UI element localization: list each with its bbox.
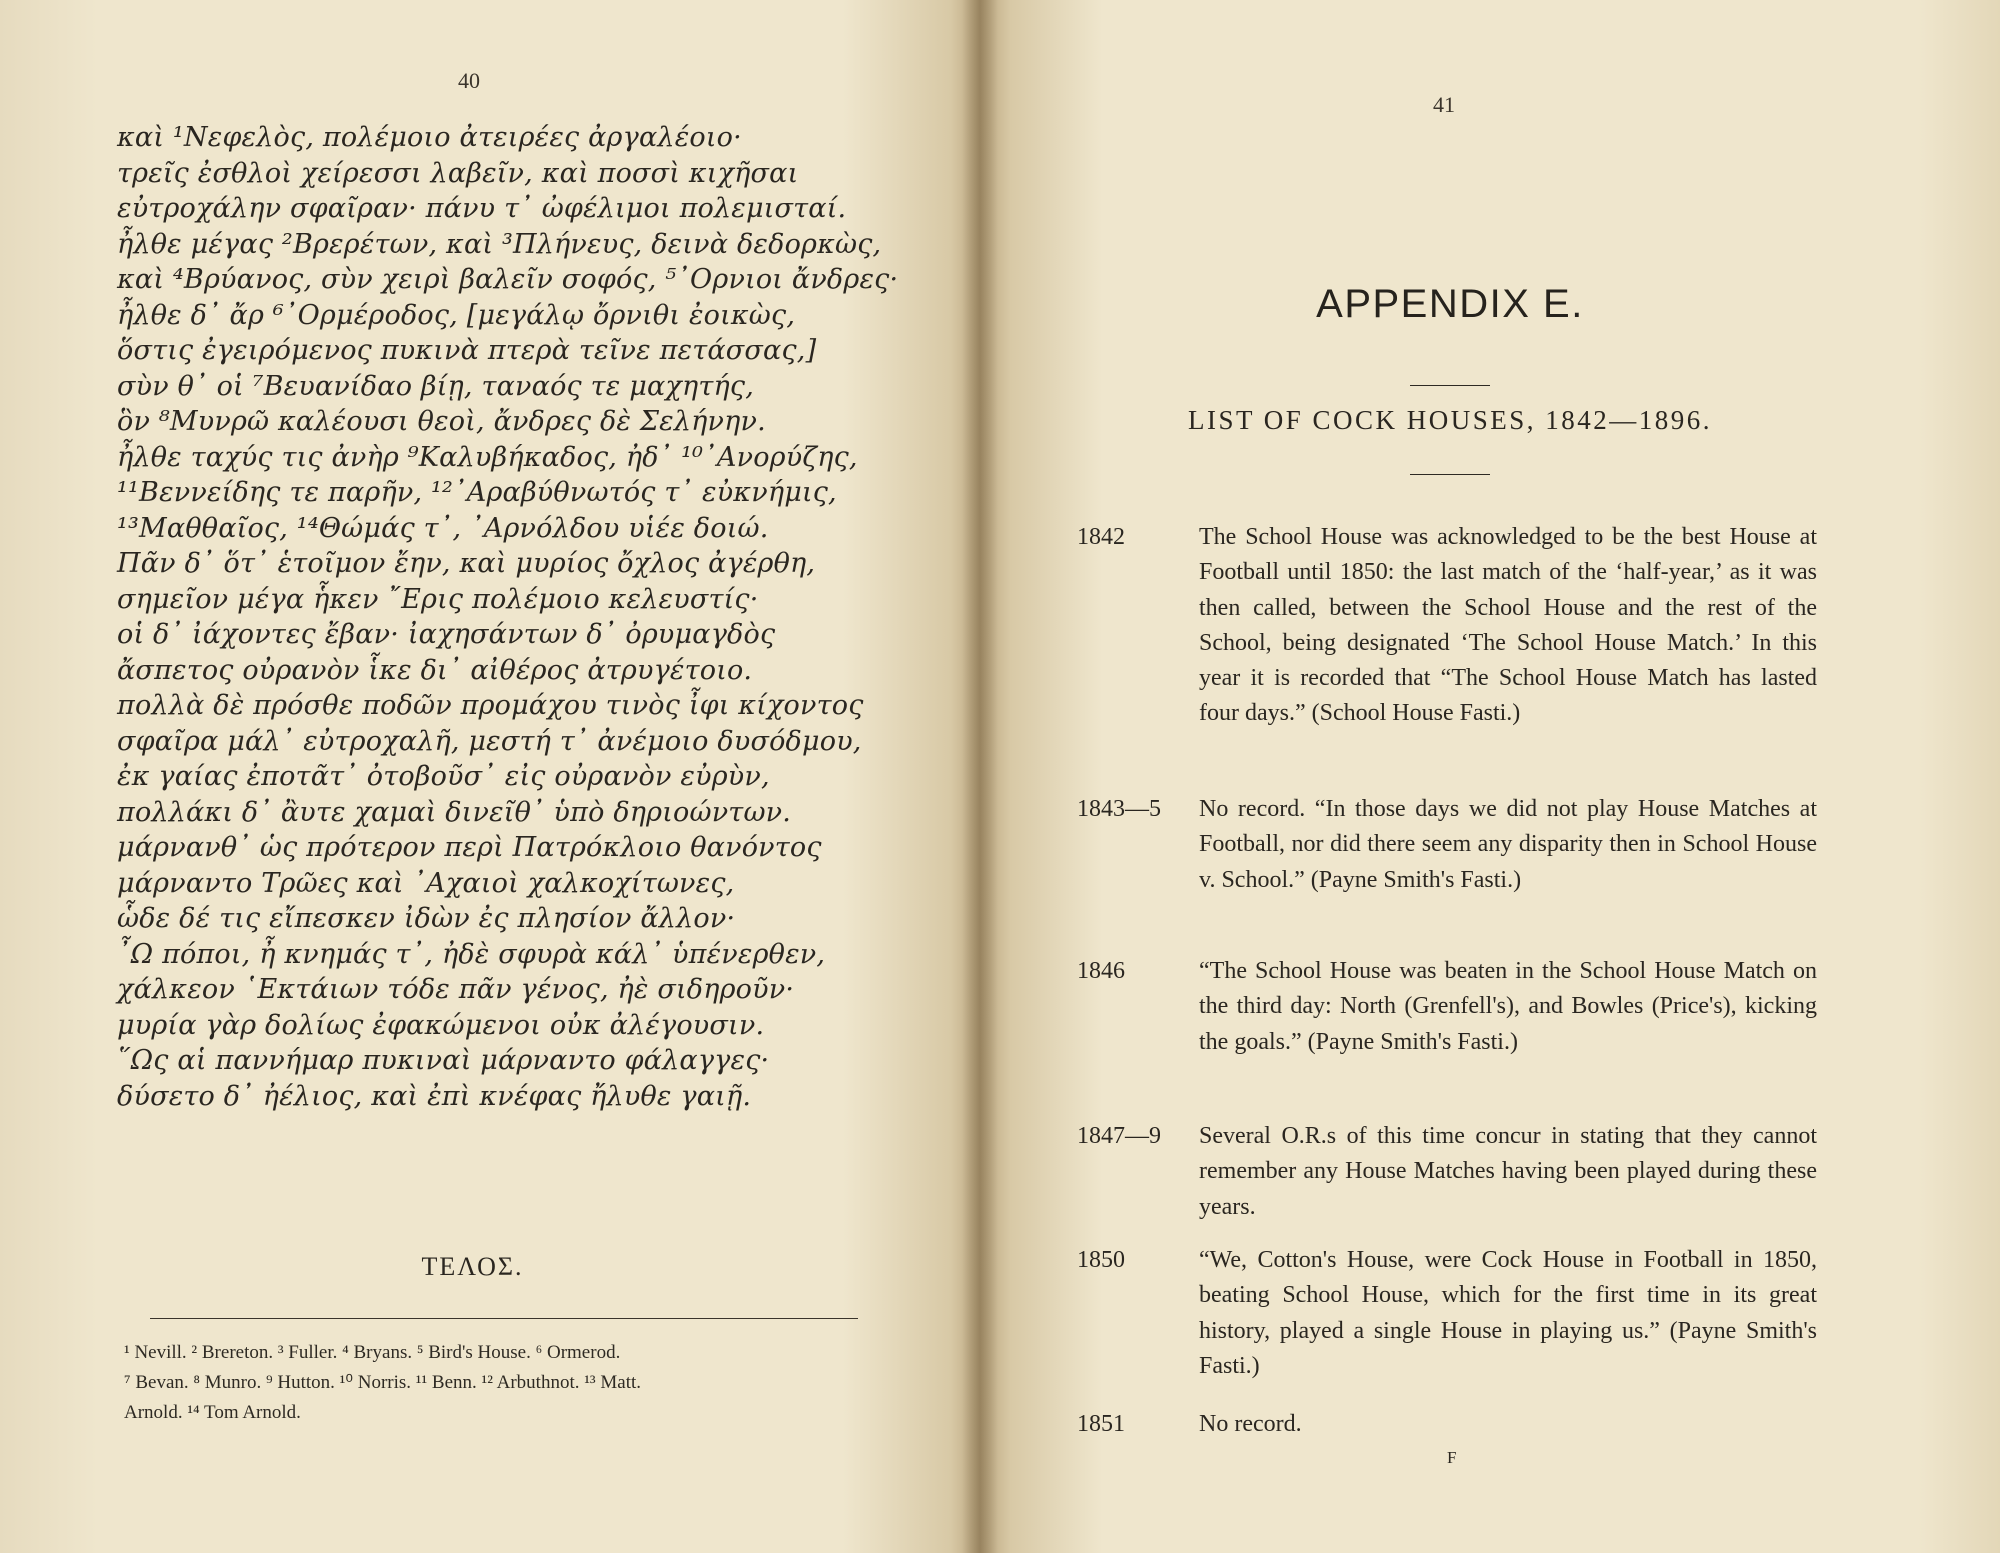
greek-verse (117, 120, 917, 1114)
list-subtitle: LIST OF COCK HOUSES, 1842—1896. (1187, 405, 1713, 435)
verse-line: σὺν θ᾽ οἱ ⁷Βευανίδαο βίῃ, ταναός τε μαχητής, (117, 370, 754, 402)
verse-line: δύσετο δ᾽ ἠέλιος, καὶ ἐπὶ κνέφας ἤλυθε γαιῇ. (117, 1080, 752, 1112)
entry-text: “We, Cotton's House, were Cock House in Football in 1850, beating School House, which for the first time in its great history, played a single House in playing us.” (Payne Smith's Fasti.) (1199, 1247, 1817, 1379)
verse-line: οἱ δ᾽ ἰάχοντες ἔβαν· ἰαχησάντων δ᾽ ὀρυμαγδὸς (117, 619, 776, 650)
entry-text: The School House was acknowledged to be the best House at Football until 1850: the last match of the ‘half-year,’ as it was then called, between the School House and the rest of the School, being designated ‘The School House Match.’ In this year it is recorded that “The School House Match has lasted four days.” (School House Fasti.) (1199, 524, 1817, 727)
verse-line: σημεῖον μέγα ἧκεν ῎Ερις πολέμοιο κελευστίς· (117, 583, 759, 615)
verse-line: ἐκ γαίας ἐποτᾶτ᾽ ὀτοβοῦσ᾽ εἰς οὐρανὸν εὐρὺν, (117, 761, 770, 792)
entry-year: 1851 (1077, 1411, 1125, 1437)
verse-line: καὶ ⁴Βρύανος, σὺν χειρὶ βαλεῖν σοφός, ⁵᾽Ορνιοι ἄνδρες· (117, 264, 899, 295)
entry-year: 1846 (1077, 958, 1125, 984)
entry-text: “The School House was beaten in the School House Match on the third day: North (Grenfell's), and Bowles (Price's), kicking the goals.” (Payne Smith's Fasti.) (1199, 958, 1817, 1055)
verse-line: μυρία γὰρ δολίως ἐφακώμενοι οὐκ ἀλέγουσιν. (117, 1009, 765, 1041)
footnotes (124, 1338, 864, 1428)
verse-line: ἦλθε μέγας ²Βρερέτων, καὶ ³Πλήνευς, δεινὰ δεδορκὼς, (117, 228, 882, 260)
verse-line: ἦλθε δ᾽ ἄρ ⁶᾽Ορμέροδος, [μεγάλῳ ὄρνιθι ἐοικὼς, (117, 299, 796, 331)
book-gutter (962, 0, 998, 1553)
entry-year: 1843—5 (1077, 796, 1161, 822)
left-page (0, 0, 980, 1553)
entry-year: 1850 (1077, 1247, 1125, 1273)
verse-line: ῏Ω πόποι, ἦ κνημάς τ᾽, ἠδὲ σφυρὰ κάλ᾽ ὑπένερθεν, (117, 938, 826, 970)
verse-line: ¹³Μαθθαῖος, ¹⁴Θώμάς τ᾽, ᾽Αρνόλδου υἱέε δοιώ. (117, 512, 769, 544)
verse-line: ¹¹Βεννείδης τε παρῆν, ¹²᾽Αραβύθνωτός τ᾽ εὐκνήμις, (117, 477, 837, 508)
footnote-line: ⁷ Bevan. ⁸ Munro. ⁹ Hutton. ¹⁰ Norris. ¹¹ Benn. ¹² Arbuthnot. ¹³ Matt. (124, 1372, 641, 1393)
verse-line: καὶ ¹Νεφελὸς, πολέμοιο ἀτειρέες ἀργαλέοιο· (117, 122, 742, 153)
ending-word: ΤΕΛΟΣ. (421, 1252, 524, 1281)
verse-line: ὅστις ἐγειρόμενος πυκινὰ πτερὰ τεῖνε πετάσσας,] (117, 335, 817, 366)
verse-line: εὐτροχάλην σφαῖραν· πάνυ τ᾽ ὠφέλιμοι πολεμισταί. (117, 193, 847, 224)
title-rule-bottom (1410, 474, 1490, 475)
appendix-title: APPENDIX E. (1316, 282, 1584, 326)
page-number-left: 40 (458, 68, 480, 93)
verse-line: μάρνανθ᾽ ὡς πρότερον περὶ Πατρόκλοιο θανόντος (117, 832, 822, 863)
verse-line: ὃν ⁸Μυνρῶ καλέουσι θεοὶ, ἄνδρες δὲ Σελήνην. (117, 406, 766, 437)
footnote-line: ¹ Nevill. ² Brereton. ³ Fuller. ⁴ Bryans. ⁵ Bird's House. ⁶ Ormerod. (124, 1342, 621, 1363)
footnote-divider (150, 1318, 858, 1319)
footnote-line: Arnold. ¹⁴ Tom Arnold. (124, 1402, 301, 1423)
verse-line: τρεῖς ἐσθλοὶ χείρεσσι λαβεῖν, καὶ ποσσὶ κιχῆσαι (117, 157, 799, 189)
verse-line: μάρναντο Τρῶες καὶ ᾽Αχαιοὶ χαλκοχίτωνες, (117, 867, 735, 899)
verse-line: πολλὰ δὲ πρόσθε ποδῶν προμάχου τινὸς ἶφι κίχοντος (117, 690, 864, 721)
verse-line: ῞Ως αἱ παννήμαρ πυκιναὶ μάρναντο φάλαγγες· (117, 1045, 770, 1076)
verse-line: σφαῖρα μάλ᾽ εὐτροχαλῆ, μεστή τ᾽ ἀνέμοιο δυσόδμου, (117, 725, 862, 757)
verse-line: ἦλθε ταχύς τις ἀνὴρ ⁹Καλυβήκαδος, ἠδ᾽ ¹⁰᾽Ανορύζης, (117, 441, 858, 473)
entry-text: No record. (1199, 1411, 1302, 1437)
verse-line: πολλάκι δ᾽ ἂυτε χαμαὶ δινεῖθ᾽ ὑπὸ δηριοώντων. (117, 796, 792, 828)
verse-line: ὧδε δέ τις εἴπεσκεν ἰδὼν ἐς πλησίον ἄλλον· (117, 903, 736, 934)
verse-line: ἄσπετος οὐρανὸν ἷκε δι᾽ αἰθέρος ἀτρυγέτοιο. (117, 654, 753, 686)
entry-year: 1847—9 (1077, 1123, 1161, 1149)
title-rule-top (1410, 385, 1490, 386)
entry-text: No record. “In those days we did not play House Matches at Football, nor did there seem any disparity then in School House v. School.” (Payne Smith's Fasti.) (1199, 796, 1817, 893)
verse-line: Πᾶν δ᾽ ὅτ᾽ ἑτοῖμον ἔην, καὶ μυρίος ὄχλος ἀγέρθη, (117, 548, 816, 579)
entry-text: Several O.R.s of this time concur in stating that they cannot remember any House Matches having been played during these years. (1199, 1123, 1817, 1220)
entry-year: 1842 (1077, 524, 1125, 550)
verse-line: χάλκεον ῾Εκτάιων τόδε πᾶν γένος, ἠὲ σιδηροῦν· (117, 974, 795, 1005)
page-number-right: 41 (1433, 92, 1455, 117)
signature-mark: F (1447, 1448, 1457, 1467)
